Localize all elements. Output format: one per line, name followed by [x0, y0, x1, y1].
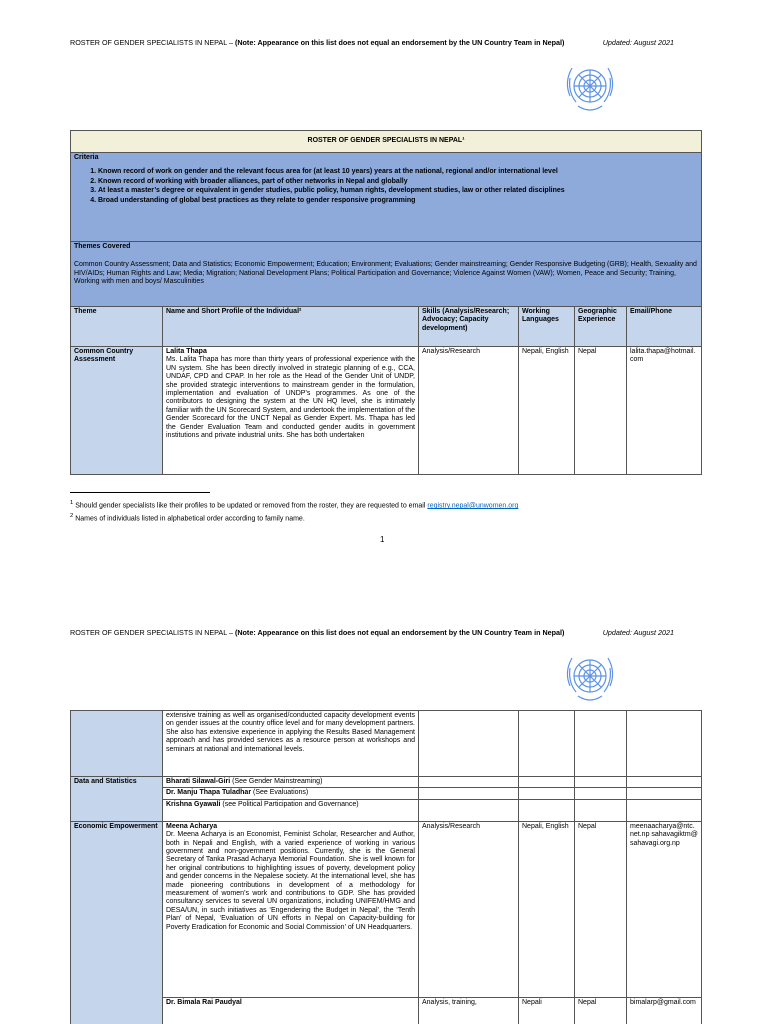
updated-date: Updated: August 2021	[602, 628, 674, 637]
criteria-section	[71, 153, 702, 242]
row-theme: Economic Empowerment	[71, 821, 163, 1024]
col-theme: Theme	[71, 307, 163, 347]
table-row	[71, 799, 702, 821]
row-profile-text: Dr. Meena Acharya is an Economist, Feminist Scholar, Researcher and Author, both in Nepali and English, with a varied experience of working in various government and non-government positions. Currently, she is the General Secretary of Tanka Prasad Acharya Memorial Foundation. She is well known for her original contributions to highlighting issues of poverty, development policy and gender concerns in the Nepalese society. At the international level, she has made pioneering contributions in development of a methodology for measurement of women’s work and contributions to GDP. She has provided consultancy services to several UN organizations, including UNIFEM/HMG and DESA/UN, in such initiatives as ‘Engendering the Budget in Nepal’, the ‘Tenth Plan’ of Nepal, ‘Evaluation of UN efforts in Nepal on Capacity-building for Poverty Eradication for Economic and Social Commission’ of UN Headquarters.	[166, 831, 415, 931]
header-title: ROSTER OF GENDER SPECIALISTS IN NEPAL –	[70, 628, 233, 637]
col-skills: Skills (Analysis/Research; Advocacy; Capacity development)	[419, 307, 519, 347]
col-email-phone: Email/Phone	[627, 307, 702, 347]
table-row	[71, 997, 702, 1024]
criteria-item: 3. At least a master’s degree or equivalent in gender studies, public policy, human rights, development studies, law or other related disciplines	[98, 187, 698, 195]
footnote-1: $^1$ Should gender specialists like their profiles to be updated or removed from the roster, they are requested to email registry.nepal@unwomen.org	[70, 500, 519, 510]
row-name: Dr. Bimala Rai Paudyal	[166, 998, 242, 1006]
row-email: lalita.thapa@hotmail.com	[627, 347, 702, 475]
footnote-2-text: Names of individuals listed in alphabetical order according to family name.	[75, 515, 305, 523]
row-geo: Nepal	[575, 997, 627, 1024]
row-profile	[163, 347, 419, 475]
row-ref: Krishna Gyawali (see Political Participation and Governance)	[163, 799, 419, 821]
row-email: meenaacharya@ntc.net.np sahavagiktm@sahavagi.org.np	[627, 821, 702, 997]
row-profile	[163, 997, 419, 1024]
row-geo: Nepal	[575, 347, 627, 475]
col-languages: Working Languages	[519, 307, 575, 347]
un-emblem-icon	[558, 56, 622, 120]
row-ref: Dr. Manju Thapa Tuladhar (See Evaluations)	[163, 788, 419, 799]
document-page-2	[0, 610, 768, 1024]
row-languages: Nepali	[519, 997, 575, 1024]
table-row	[71, 788, 702, 799]
table-title: ROSTER OF GENDER SPECIALISTS IN NEPAL¹	[71, 131, 702, 153]
un-emblem-icon	[558, 646, 622, 710]
row-name: Meena Acharya	[166, 822, 218, 830]
table-row	[71, 711, 702, 777]
themes-heading: Themes Covered	[74, 243, 131, 250]
footnote-2: $^2$ Names of individuals listed in alphabetical order according to family name.	[70, 513, 305, 523]
row-theme: Common Country Assessment	[71, 347, 163, 475]
table-row	[71, 821, 702, 997]
col-name-profile: Name and Short Profile of the Individual²	[163, 307, 419, 347]
criteria-item: 4. Broad understanding of global best practices as they relate to gender responsive programming	[98, 197, 698, 205]
page-number: 1	[380, 535, 385, 544]
row-profile-continued: extensive training as well as organised/conducted capacity development events on gender issues at the country office level and for many development partners. She also has extensive experience in applying the Results Based Management approach and has provided services as a resource person at workshops and seminars at national and international levels.	[163, 711, 419, 777]
criteria-item: 2. Known record of working with broader alliances, part of other networks in Nepal and globally	[98, 178, 698, 186]
criteria-item: 1. Known record of work on gender and the relevant focus area for (at least 10 years) years at the national, regional and/or international level	[98, 168, 698, 176]
page-header	[70, 38, 680, 47]
row-theme: Data and Statistics	[71, 777, 163, 822]
row-ref: Bharati Silawal-Giri (See Gender Mainstreaming)	[163, 777, 419, 788]
col-geographic: Geographic Experience	[575, 307, 627, 347]
row-skills: Analysis/Research	[419, 821, 519, 997]
header-note: (Note: Appearance on this list does not equal an endorsement by the UN Country Team in Nepal)	[234, 628, 565, 637]
themes-section	[71, 242, 702, 307]
table-row	[71, 777, 702, 788]
row-skills: Analysis, training,	[419, 997, 519, 1024]
criteria-list	[74, 168, 698, 205]
page-header	[70, 628, 680, 637]
criteria-heading: Criteria	[74, 154, 99, 161]
footnote-email-link[interactable]: registry.nepal@unwomen.org	[427, 502, 519, 510]
updated-date: Updated: August 2021	[602, 38, 674, 47]
header-title: ROSTER OF GENDER SPECIALISTS IN NEPAL –	[70, 38, 233, 47]
row-languages: Nepali, English	[519, 347, 575, 475]
page-gap	[0, 572, 768, 610]
row-profile	[163, 821, 419, 997]
row-email: bimalarp@gmail.com	[627, 997, 702, 1024]
footnote-divider	[70, 492, 210, 493]
roster-table-page1	[70, 130, 702, 475]
row-geo: Nepal	[575, 821, 627, 997]
footnote-1-text: Should gender specialists like their profiles to be updated or removed from the roster, they are requested to email	[75, 502, 426, 510]
row-name: Lalita Thapa	[166, 348, 207, 355]
row-skills: Analysis/Research	[419, 347, 519, 475]
table-row	[71, 347, 702, 475]
roster-table-page2	[70, 710, 702, 1024]
header-note: (Note: Appearance on this list does not equal an endorsement by the UN Country Team in Nepal)	[234, 38, 565, 47]
row-languages: Nepali, English	[519, 821, 575, 997]
row-profile-text: Ms. Lalita Thapa has more than thirty years of professional experience with the UN system. She has been directly involved in strategic planning of e.g., CCA, UNDAF, CPD and CPAP. In her role as the Head of the Gender Unit of UNDP, she provided strategic interventions to mainstream gender in the formulation, implementation and evaluation of UNDP’s programmes. As one of the contributors to designing the system at the UN HQ level, she is intimately familiar with the UN Scorecard System, and undertook the implementation of the Gender Scorecard for the UNCT Nepal as Gender Expert. Ms. Thapa has led the Gender Evaluation Team and conducted gender audits in government institutions and private industrial units. She has both undertaken	[166, 356, 416, 440]
themes-text: Common Country Assessment; Data and Statistics; Economic Empowerment; Education; Environment; Evaluations; Gender mainstreaming; Gender Responsive Budgeting (GRB); Health, Sexuality and HIV/AIDs; Human Rights and Law; Media; Migration; National Development Plans; Political Participation and Governance; Violence Against Women (VAW); Women, Peace and Security; Training, Working with men and boys/ Masculinities	[74, 261, 697, 286]
